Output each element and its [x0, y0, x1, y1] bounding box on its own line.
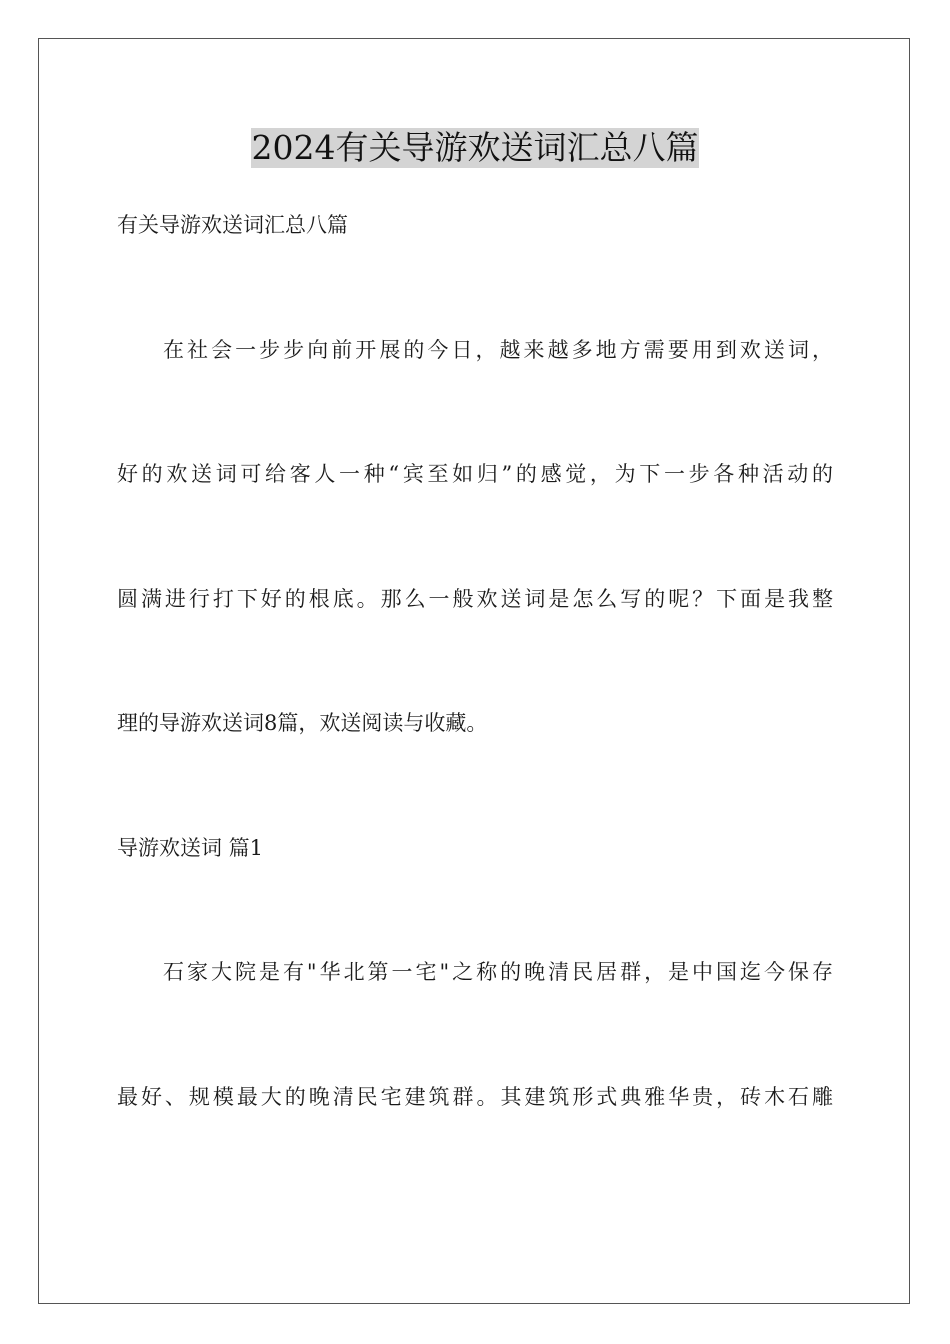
intro-line-4: 理的导游欢送词8篇，欢送阅读与收藏。 [117, 711, 488, 735]
intro-line-1: 在社会一步步向前开展的今日，越来越多地方需要用到欢送词， [163, 338, 833, 362]
intro-line-3: 圆满进行打下好的根底。那么一般欢送词是怎么写的呢？下面是我整 [117, 587, 833, 611]
document-subtitle: 有关导游欢送词汇总八篇 [117, 213, 348, 237]
title-container [0, 128, 950, 168]
section-heading: 导游欢送词 篇1 [117, 836, 264, 860]
document-title: 2024有关导游欢送词汇总八篇 [251, 128, 699, 167]
section-line-2: 最好、规模最大的晚清民宅建筑群。其建筑形式典雅华贵，砖木石雕 [117, 1085, 833, 1109]
section-line-1: 石家大院是有"华北第一宅"之称的晚清民居群，是中国迄今保存 [163, 960, 833, 984]
intro-line-2: 好的欢送词可给客人一种“宾至如归”的感觉，为下一步各种活动的 [117, 462, 833, 486]
